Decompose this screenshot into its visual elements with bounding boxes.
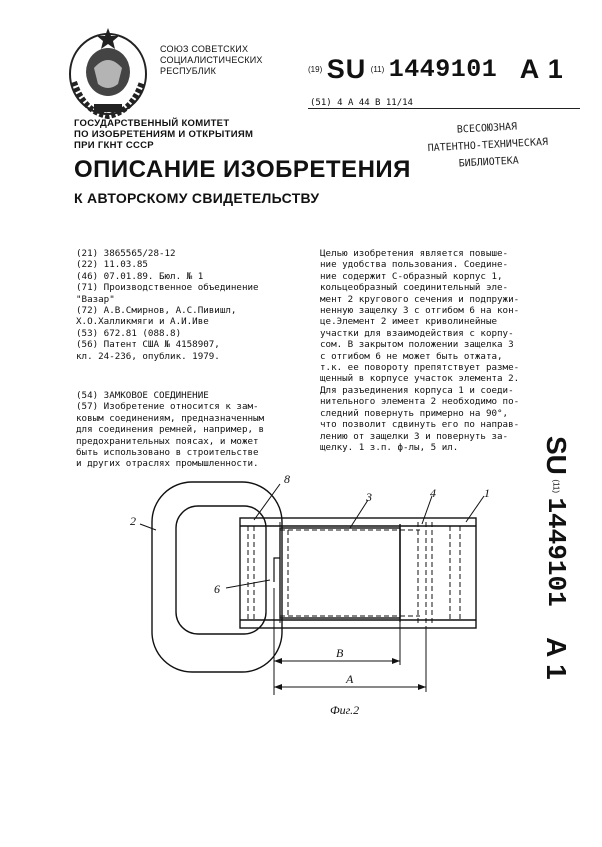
abstract-line: (57) Изобретение относится к зам-: [76, 401, 259, 413]
technical-drawing: [130, 470, 500, 710]
biblio-line: (22) 11.03.85: [76, 259, 148, 271]
union-line-2: СОЦИАЛИСТИЧЕСКИХ: [160, 55, 263, 65]
label-b: B: [336, 646, 344, 660]
library-stamp: [411, 116, 566, 180]
abstract-line: участки для взаимодействия с корпу-: [320, 327, 514, 339]
abstract-line: быть использовано в строительстве: [76, 447, 259, 459]
stamp-line-3: БИБЛИОТЕКА: [458, 155, 520, 170]
abstract-line: щенный в корпусе участок элемента 2.: [320, 373, 520, 385]
side-patent-number: 1449101: [541, 497, 571, 607]
abstract-line: предохранительных поясах, и может: [76, 435, 259, 447]
biblio-line: (56) Патент США № 4158907,: [76, 339, 220, 351]
side-country-code: SU: [541, 436, 572, 475]
biblio-line: (46) 07.01.89. Бюл. № 1: [76, 270, 204, 282]
label-a: A: [346, 672, 354, 686]
document-subtitle: К АВТОРСКОМУ СВИДЕТЕЛЬСТВУ: [74, 190, 320, 206]
committee-line-2: ПО ИЗОБРЕТЕНИЯМ И ОТКРЫТИЯМ: [74, 129, 254, 140]
abstract-line: мент 2 кругового сечения и подпружи-: [320, 293, 520, 305]
label-2: 2: [130, 514, 136, 528]
ipc-divider: [308, 108, 580, 109]
ussr-emblem: [64, 22, 152, 122]
stamp-line-2: ПАТЕНТНО-ТЕХНИЧЕСКАЯ: [427, 136, 549, 155]
label-6: 6: [214, 582, 220, 596]
abstract-line: для соединения ремней, например, в: [76, 424, 265, 436]
abstract-line: кольцеобразный соединительный эле-: [320, 282, 509, 294]
abstract-right-column: [320, 248, 550, 453]
document-title: ОПИСАНИЕ ИЗОБРЕТЕНИЯ: [74, 156, 411, 183]
country-code: SU: [326, 54, 367, 84]
latch: [280, 528, 400, 618]
biblio-line: (21) 3865565/28-12: [76, 248, 176, 259]
label-8: 8: [284, 472, 290, 486]
ring-outer: [152, 482, 282, 672]
abstract-line: Для разъединения корпуса 1 и соеди-: [320, 384, 514, 396]
kind-code: A 1: [519, 54, 564, 84]
stamp-line-1: ВСЕСОЮЗНАЯ: [456, 121, 518, 136]
figure-caption: Фиг.2: [330, 703, 360, 717]
abstract-line: нительного элемента 2 необходимо по-: [320, 396, 520, 408]
abstract-line: Целью изобретения является повыше-: [320, 248, 509, 259]
biblio-line: "Вазар": [76, 293, 115, 305]
union-name: [160, 44, 280, 77]
ring-inner: [176, 506, 266, 634]
label-3: 3: [366, 490, 372, 504]
biblio-line: кл. 24-236, опублик. 1979.: [76, 350, 220, 362]
ipc-prefix: (51) 4: [310, 98, 343, 108]
abstract-line: и других отраслях промышленности.: [76, 458, 259, 470]
country-prefix: (19): [308, 65, 323, 74]
side-number-prefix: (11): [551, 479, 561, 493]
committee-line-1: ГОСУДАРСТВЕННЫЙ КОМИТЕТ: [74, 118, 230, 129]
abstract-line: (54) ЗАМКОВОЕ СОЕДИНЕНИЕ: [76, 390, 209, 401]
label-1: 1: [484, 486, 490, 500]
side-kind-code: A 1: [541, 637, 572, 680]
committee-line-3: ПРИ ГКНТ СССР: [74, 140, 154, 151]
number-prefix: (11): [370, 65, 385, 74]
abstract-line: щелку. 1 з.п. ф-лы, 5 ил.: [320, 441, 459, 453]
biblio-line: (71) Производственное объединение: [76, 282, 259, 294]
abstract-line: следний повернуть примерно на 90°,: [320, 407, 509, 419]
biblio-line: (53) 672.81 (088.8): [76, 327, 182, 339]
label-4: 4: [430, 486, 436, 500]
patent-code-line: [308, 54, 564, 85]
abstract-line: ковым соединениям, предназначенным: [76, 412, 265, 424]
ipc-code: A 44 B 11/14: [347, 98, 413, 108]
vertical-patent-number: [541, 436, 592, 796]
committee-block: [74, 118, 314, 151]
biblio-line: (72) А.В.Смирнов, А.С.Пивишл,: [76, 305, 237, 317]
abstract-line: т.к. ее повороту препятствует разме-: [320, 362, 520, 374]
union-line-1: СОЮЗ СОВЕТСКИХ: [160, 44, 249, 54]
patent-number: 1449101: [388, 55, 498, 84]
abstract-line: лению от защелки 3 и повернуть за-: [320, 430, 509, 442]
abstract-line: ненную защелку 3 с отгибом 6 на кон-: [320, 305, 520, 317]
abstract-line: це.Элемент 2 имеет криволинейные: [320, 316, 498, 328]
biblio-line: Х.О.Халликмяги и А.И.Иве: [76, 316, 209, 328]
abstract-line: ние содержит С-образный корпус 1,: [320, 270, 503, 282]
union-line-3: РЕСПУБЛИК: [160, 66, 217, 76]
body-outline: [240, 518, 476, 628]
abstract-line: с отгибом 6 не может быть отжата,: [320, 350, 503, 362]
abstract-left-column: [76, 390, 311, 470]
bibliographic-data: [76, 248, 304, 362]
abstract-line: что позволит сдвинуть его по направ-: [320, 419, 520, 431]
abstract-line: сом. В закрытом положении защелка 3: [320, 339, 514, 351]
abstract-line: ние удобства пользования. Соедине-: [320, 259, 509, 271]
